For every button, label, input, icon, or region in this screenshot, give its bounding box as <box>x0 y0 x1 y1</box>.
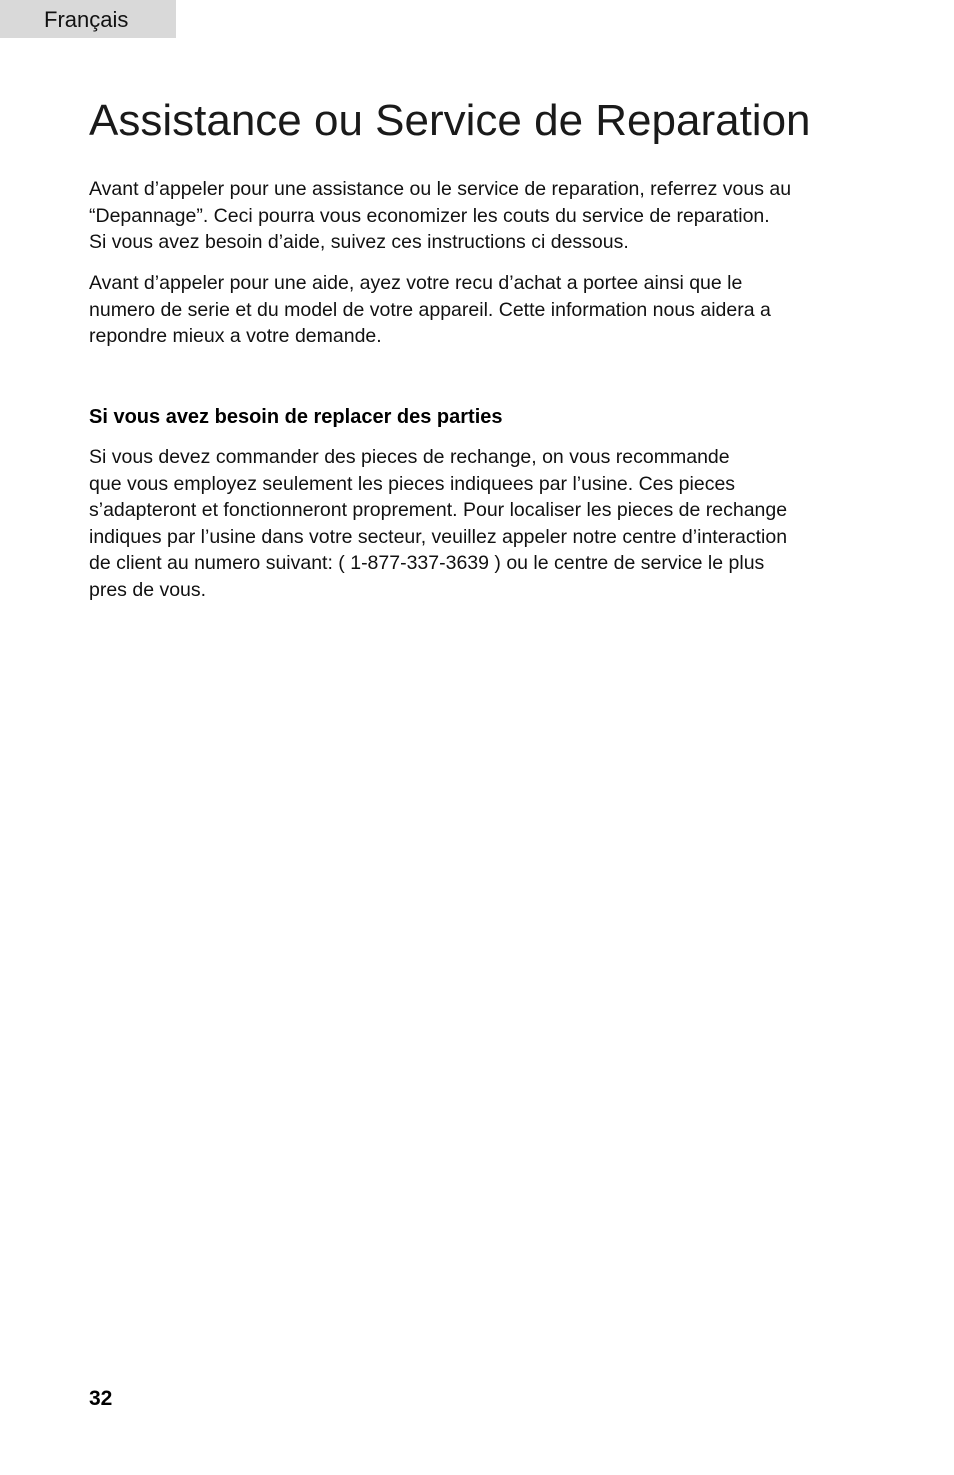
text-line: de client au numero suivant: ( 1-877-337-3639 ) ou le centre de service le plus <box>89 552 765 574</box>
intro-paragraph-2 <box>89 270 879 350</box>
language-label: Français <box>44 7 129 32</box>
page-number: 32 <box>89 1387 113 1410</box>
text-line: Avant d’appeler pour une assistance ou le service de reparation, referrez vous au <box>89 178 792 200</box>
text-line: Si vous devez commander des pieces de rechange, on vous recommande <box>89 446 730 468</box>
text-line: “Depannage”. Ceci pourra vous economizer les couts du service de reparation. <box>89 204 770 227</box>
page-title: Assistance ou Service de Reparation <box>89 96 811 145</box>
intro-paragraph-1 <box>89 176 879 256</box>
language-tab <box>0 0 176 38</box>
text-line: pres de vous. <box>89 578 207 601</box>
parts-paragraph <box>89 444 879 603</box>
text-line: Si vous avez besoin d’aide, suivez ces instructions ci dessous. <box>89 231 629 253</box>
text-line: Avant d’appeler pour une aide, ayez votre recu d’achat a portee ainsi que le <box>89 272 743 294</box>
text-line: repondre mieux a votre demande. <box>89 325 382 347</box>
text-line: s’adapteront et fonctionneront proprement. Pour localiser les pieces de rechange <box>89 499 788 521</box>
text-line: que vous employez seulement les pieces indiquees par l’usine. Ces pieces <box>89 472 736 495</box>
text-line: numero de serie et du model de votre appareil. Cette information nous aidera a <box>89 298 771 321</box>
text-line: indiques par l’usine dans votre secteur, veuillez appeler notre centre d’interaction <box>89 525 788 548</box>
section-heading-parts: Si vous avez besoin de replacer des parties <box>89 406 503 428</box>
